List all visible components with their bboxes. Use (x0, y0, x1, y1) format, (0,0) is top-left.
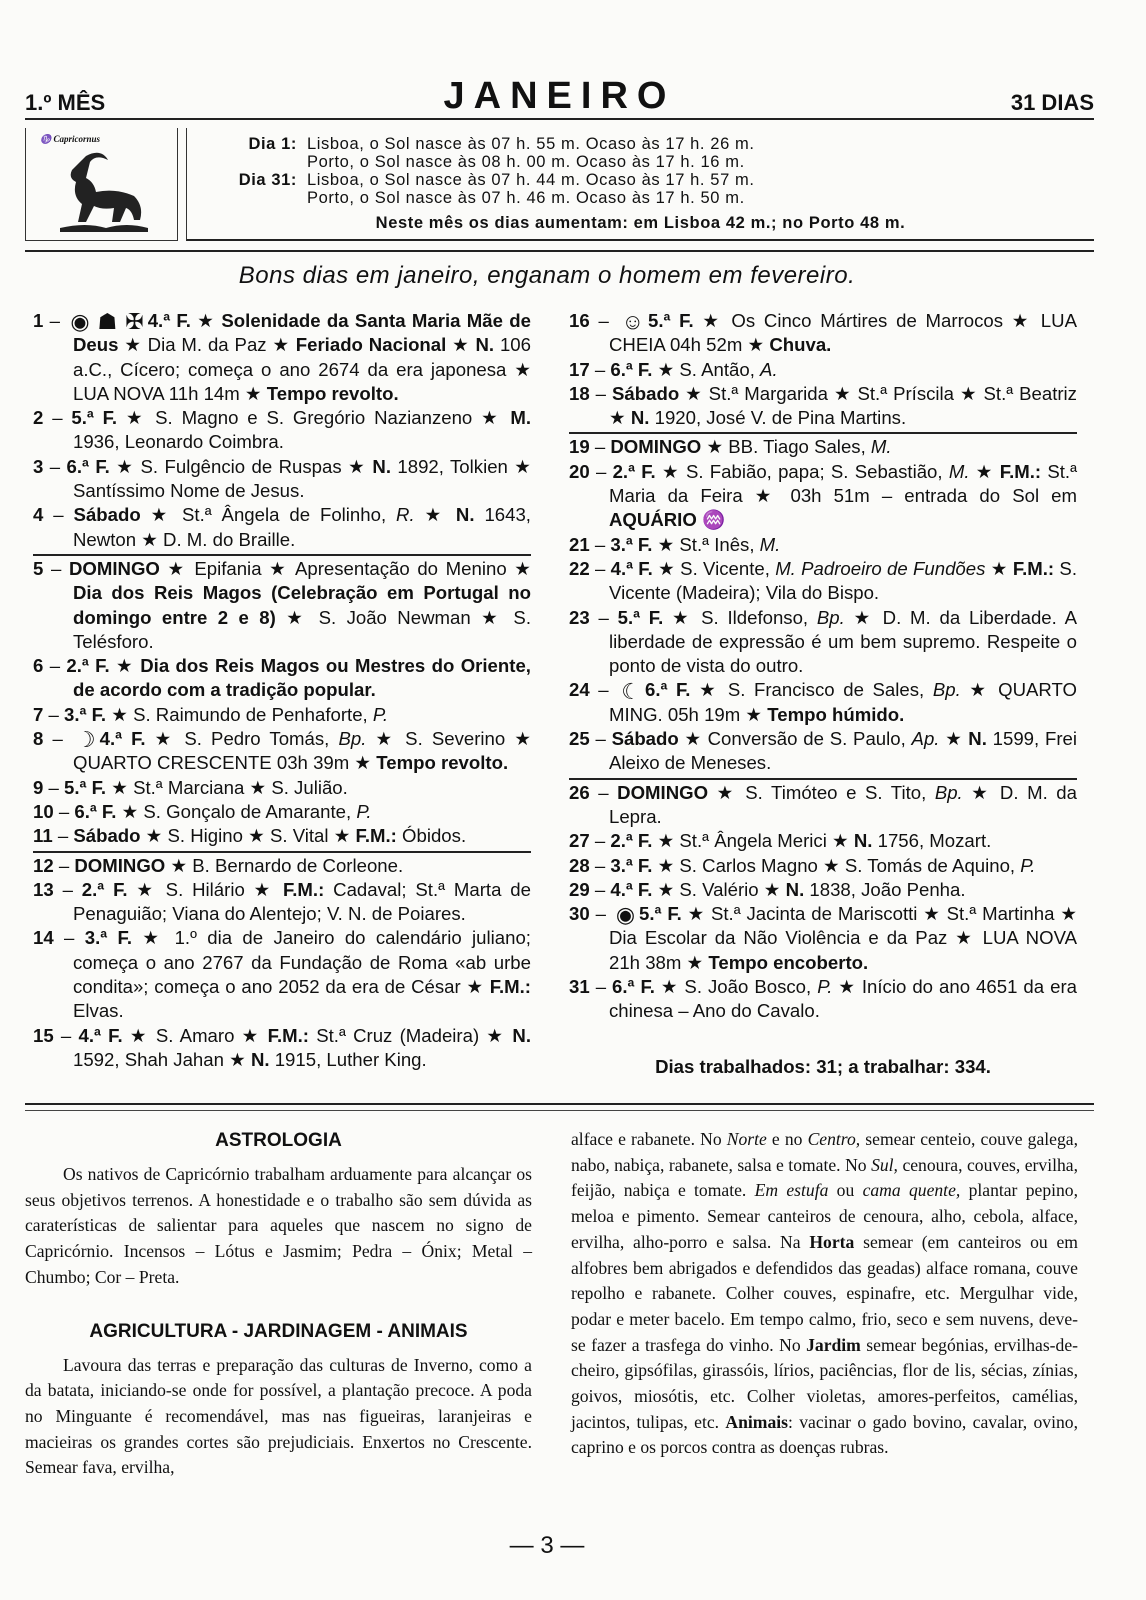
text-segment: ★ S. Hilário ★ (127, 878, 283, 900)
articles-column-right (571, 1127, 1078, 1461)
day-entry: 27 – 2.ª F. ★ St.ª Ângela Merici ★ N. 1756, Mozart. (569, 830, 992, 852)
text-segment: Dia dos Reis Magos (Celebração em Portugal no domingo entre 2 e 8) (73, 582, 531, 628)
text-segment: Lavoura das terras e preparação das culturas de Inverno, como a da batata, iniciando-se onde for possível, a plantação precoce. A poda no Minguante é recomendável, mas nas figueiras, laranjeiras e macieiras os grandes cortes são prejudiciais. Enxertos no Crescente. Semear fava, ervilha, (25, 1354, 532, 1478)
text-segment: N. (475, 334, 495, 356)
text-segment: F.M.: (267, 1024, 309, 1046)
text-segment: 2.ª F. (612, 460, 656, 482)
text-segment: ★ S. Antão, (652, 358, 761, 380)
day-entry: 14 – 3.ª F. ★ 1.º dia de Janeiro do calendário juliano; começa o ano 2767 da Fundação de Roma «ab urbe condita»; começa o ano 2052 da era de César ★ F.M.: Elvas. (33, 927, 531, 1022)
text-segment: N. (250, 1048, 270, 1070)
text-segment: Bp. (338, 728, 367, 750)
text-segment: F.M.: (355, 825, 397, 847)
divider (25, 1103, 1094, 1105)
text-segment: ★ (969, 460, 1000, 482)
text-segment: semear centeio, couve galega, nabo, nabiça, rabanete, salsa e tomate. No (571, 1129, 1078, 1175)
text-segment: Ap. (911, 728, 940, 750)
text-segment: Sábado (73, 504, 141, 526)
text-segment: ★ S. Raimundo de Penhaforte, (106, 703, 373, 725)
text-segment: ★ (939, 728, 969, 750)
text-segment: S. Vicente (Madeira); Vila do Bispo. (609, 557, 1077, 604)
text-segment: 4.ª F. (610, 557, 653, 579)
day-number: 10 (33, 800, 54, 822)
text-segment: ★ St.ª Margarida ★ St.ª Príscila ★ St.ª Beatriz ★ (609, 382, 1077, 429)
text-segment: ★ S. Severino ★ QUARTO CRESCENTE 03h 39m ★ (73, 728, 531, 774)
text-segment: 1892, Tolkien ★ Santíssimo Nome de Jesus. (73, 455, 531, 502)
text-segment: e no (766, 1129, 808, 1149)
text-segment: 106 a.C., Cícero; começa o ano 2674 da era japonesa ★ LUA NOVA 11h 14m ★ (73, 334, 531, 404)
text-segment: Cadaval; St.ª Marta de Penaguião; Viana do Alentejo; V. N. de Poiares. (73, 878, 531, 925)
month-days: 31 DIAS (1010, 90, 1094, 115)
text-segment: cama quente, (862, 1180, 961, 1201)
text-segment: ★ S. Higino ★ S. Vital ★ (140, 825, 356, 847)
day-entry: 22 – 4.ª F. ★ S. Vicente, M. Padroeiro de Fundões ★ F.M.: S. Vicente (Madeira); Vila do Bispo. (569, 557, 1077, 604)
day-entry: 19 – DOMINGO ★ BB. Tiago Sales, M. (569, 432, 1077, 459)
day-entry: 20 – 2.ª F. ★ S. Fabião, papa; S. Sebastião, M. ★ F.M.: St.ª Maria da Feira ★ 03h 51m – entrada do Sol em AQUÁRIO ♒ (569, 460, 1077, 531)
capricorn-illustration (25, 128, 178, 241)
day-number: 27 (569, 830, 590, 852)
text-segment: Elvas. (73, 1000, 124, 1022)
text-segment: ★ BB. Tiago Sales, (701, 436, 871, 458)
text-segment: 2.ª F. (66, 655, 110, 677)
day-number: 30 (569, 903, 590, 925)
goat-icon (56, 148, 151, 236)
text-segment: Sábado (612, 382, 680, 404)
text-segment: ★ S. Francisco de Sales, (690, 679, 933, 701)
day-number: 16 (569, 310, 590, 331)
astrology-heading: ASTROLOGIA (215, 1130, 342, 1151)
day-entry: 23 – 5.ª F. ★ S. Ildefonso, Bp. ★ D. M. da Liberdade. A liberdade de expressão é um bem supremo. Respeite o ponto de vista do outro. (569, 606, 1077, 677)
day-entry: 10 – 6.ª F. ★ S. Gonçalo de Amarante, P. (33, 800, 372, 822)
text-segment: N. (372, 455, 391, 477)
day-entry: 21 – 3.ª F. ★ St.ª Inês, M. (569, 533, 781, 555)
text-segment: ★ S. Fabião, papa; S. Sebastião, (655, 460, 949, 482)
day-number: 3 (33, 455, 44, 477)
text-segment: Sábado (611, 728, 679, 750)
text-segment: St.ª Cruz (Madeira) ★ (308, 1024, 513, 1046)
month-title: JANEIRO (443, 75, 676, 117)
text-segment: ★ 1.º dia de Janeiro do calendário juliano; começa o ano 2767 da Fundação de Roma «ab urbe condita»; começa o ano 2052 da era de César ★ (73, 927, 531, 998)
text-segment: ★ D. M. da Lepra. (609, 781, 1077, 827)
text-segment: P. (372, 703, 389, 725)
text-segment: ★ Início do ano 4651 da era chinesa – Ano do Cavalo. (609, 976, 1077, 1022)
divider (25, 1110, 1094, 1111)
text-segment: : vacinar o gado bovino, cavalar, ovino, caprino e os porcos contra as doenças rubras. (571, 1411, 1078, 1458)
text-segment: Jardim (806, 1334, 861, 1355)
text-segment: M. (759, 533, 781, 555)
day-number: 4 (33, 504, 44, 526)
day-number: 25 (569, 728, 590, 750)
text-segment: cenoura, couves, ervilha, feijão, nabiça e tomate. (571, 1154, 1078, 1201)
day-number: 11 (33, 825, 53, 847)
day-number: 26 (569, 781, 590, 803)
text-segment: ★ S. Pedro Tomás, (145, 728, 339, 750)
text-segment: Os nativos de Capricórnio trabalham arduamente para alcançar os seus objetivos terrenos. A honestidade e o trabalho são sem dúvida as caraterísticas de salientar para aqueles que nascem no signo de Capricórnio. Incensos – Lótus e Jasmim; Pedra – Ónix; Metal – Chumbo; Cor – Preta. (25, 1164, 532, 1287)
text-segment: 6.ª F. (66, 455, 110, 477)
text-segment: DOMINGO (68, 557, 160, 579)
day-entry: 1 – ◉ ☗ ✠ 4.ª F. ★ Solenidade da Santa Maria Mãe de Deus ★ Dia M. da Paz ★ Feriado Nacional ★ N. 106 a.C., Cícero; começa o ano 2674 da era japonesa ★ LUA NOVA 11h 14m ★ Tempo revolto. (33, 309, 531, 404)
text-segment: N. (630, 407, 650, 429)
day-number: 20 (569, 460, 590, 482)
day-number: 17 (569, 358, 590, 380)
day-number: 14 (33, 927, 54, 949)
text-segment: ★ S. Gonçalo de Amarante, (116, 800, 357, 822)
text-segment: 6.ª F. (74, 800, 117, 822)
text-segment: semear begónias, ervilhas-de-cheiro, gipsófilas, girassóis, lírios, paciências, flor de lis, sécias, zínias, goivos, miosótis, etc. Colher violetas, amores-perfeitos, camélias, jacintos, tulipas, etc. (571, 1334, 1078, 1432)
text-segment: 4.ª F. (78, 1024, 123, 1046)
text-segment: 5.ª F. (64, 776, 107, 798)
text-segment: ★ S. Carlos Magno ★ S. Tomás de Aquino, (652, 854, 1021, 876)
articles-column-left (25, 1128, 532, 1481)
text-segment: Sul, (871, 1154, 898, 1175)
text-segment: 5.ª F. (639, 903, 682, 925)
astrology-text (25, 1162, 532, 1291)
text-segment: F.M.: (999, 460, 1042, 482)
text-segment: 1643, Newton ★ D. M. do Braille. (73, 504, 531, 550)
text-segment: 1599, Frei Aleixo de Meneses. (609, 728, 1077, 774)
text-segment: N. (455, 504, 475, 526)
text-segment: ★ S. Timóteo e S. Tito, (708, 781, 935, 803)
text-segment: plantar pepino, meloa e pimento. Semear canteiros de cenoura, alho, cebola, alface, ervilha, alho-porro e salsa. Na (571, 1180, 1078, 1252)
text-segment: P. (356, 800, 372, 822)
text-segment: ★ (109, 655, 141, 677)
text-segment: ★ S. Fulgêncio de Ruspas ★ (109, 455, 373, 477)
day-entry: 15 – 4.ª F. ★ S. Amaro ★ F.M.: St.ª Cruz (Madeira) ★ N. 1592, Shah Jahan ★ N. 1915, Luther King. (33, 1024, 531, 1070)
proverb: Bons dias em janeiro, enganam o homem em fevereiro. (238, 262, 856, 289)
text-segment: P. (817, 976, 833, 998)
day-entry: 13 – 2.ª F. ★ S. Hilário ★ F.M.: Cadaval; St.ª Marta de Penaguião; Viana do Alentejo; V. N. de Poiares. (33, 878, 531, 925)
day-number: 6 (33, 655, 44, 677)
text-segment: ★ S. Amaro ★ (122, 1024, 268, 1046)
text-segment: ★ St.ª Ângela de Folinho, (140, 504, 397, 526)
text-segment: ★ S. Vicente, (652, 557, 776, 579)
text-segment: R. (396, 504, 415, 526)
day-number: 19 (569, 436, 590, 458)
text-segment: Óbidos. (396, 825, 467, 847)
text-segment: ★ St.ª Jacinta de Mariscotti ★ St.ª Martinha ★ Dia Escolar da Não Violência e da Paz ★ LUA NOVA 21h 38m ★ (609, 903, 1077, 973)
day-entry: 6 – 2.ª F. ★ Dia dos Reis Magos ou Mestres do Oriente, de acordo com a tradição popular. (33, 655, 531, 701)
text-segment: ★ St.ª Marciana ★ S. Julião. (106, 776, 348, 798)
text-segment: 1920, José V. de Pina Martins. (649, 407, 907, 429)
day-entry: 7 – 3.ª F. ★ S. Raimundo de Penhaforte, P. (33, 703, 389, 725)
day-entry: 25 – Sábado ★ Conversão de S. Paulo, Ap. ★ N. 1599, Frei Aleixo de Meneses. (569, 728, 1077, 774)
text-segment: ★ D. M. da Liberdade. A liberdade de expressão é um bem supremo. Respeite o ponto de vista do outro. (609, 606, 1077, 677)
day-number: 12 (33, 854, 54, 876)
text-segment: Dia dos Reis Magos ou Mestres do Oriente, de acordo com a tradição popular. (73, 655, 531, 701)
day-entry: 16 – ☺ 5.ª F. ★ Os Cinco Mártires de Marrocos ★ LUA CHEIA 04h 52m ★ Chuva. (569, 309, 1077, 356)
text-segment: M. (510, 407, 531, 429)
text-segment: Norte (726, 1129, 767, 1149)
capricorn-label: ♑ Capricornus (40, 134, 100, 144)
text-segment: M. Padroeiro de Fundões (775, 557, 986, 579)
agriculture-heading: AGRICULTURA - JARDINAGEM - ANIMAIS (89, 1320, 468, 1342)
text-segment: ★ (985, 557, 1013, 579)
text-segment: ou (828, 1180, 863, 1201)
text-segment: 3.ª F. (610, 533, 653, 555)
maltese-cross-icon: ✠ (125, 309, 144, 335)
text-segment: AQUÁRIO ♒ (609, 509, 726, 531)
text-segment: 5.ª F. (617, 606, 664, 628)
worked-days: Dias trabalhados: 31; a trabalhar: 334. (655, 1056, 991, 1077)
day-entry: 18 – Sábado ★ St.ª Margarida ★ St.ª Príscila ★ St.ª Beatriz ★ N. 1920, José V. de Pina Martins. (569, 382, 1077, 429)
text-segment: ★ Epifania ★ Apresentação do Menino ★ (159, 557, 531, 579)
full-moon-icon: ☺ (621, 309, 645, 335)
text-segment: ★ (190, 310, 222, 331)
text-segment: Tempo revolto. (376, 752, 509, 774)
text-segment: 4.ª F. (99, 728, 146, 750)
text-segment: 5.ª F. (648, 310, 694, 331)
text-segment: ★ St.ª Ângela Merici ★ (652, 830, 854, 852)
day-number: 5 (33, 557, 44, 579)
day-number: 18 (569, 382, 590, 404)
text-segment: ★ Dia M. da Paz ★ (118, 334, 296, 356)
text-segment: Bp. (934, 781, 963, 803)
text-segment: N. (853, 830, 873, 852)
text-segment: ★ B. Bernardo de Corleone. (165, 854, 404, 876)
text-segment: 3.ª F. (64, 703, 107, 725)
day-entry: 30 – ◉ 5.ª F. ★ St.ª Jacinta de Mariscotti ★ St.ª Martinha ★ Dia Escolar da Não Violência e da Paz ★ LUA NOVA 21h 38m ★ Tempo encoberto. (569, 902, 1077, 973)
day-number: 15 (33, 1024, 54, 1046)
day-number: 1 (33, 310, 44, 331)
text-segment: Tempo revolto. (266, 382, 399, 404)
day-entry: 24 – ☾ 6.ª F. ★ S. Francisco de Sales, Bp. ★ QUARTO MING. 05h 19m ★ Tempo húmido. (569, 678, 1077, 725)
text-segment: F.M.: (489, 976, 531, 998)
text-segment: Bp. (932, 679, 961, 701)
text-segment: ★ St.ª Inês, (652, 533, 760, 555)
day-entry: 31 – 6.ª F. ★ S. João Bosco, P. ★ Início do ano 4651 da era chinesa – Ano do Cavalo. (569, 976, 1077, 1022)
text-segment: DOMINGO (74, 854, 166, 876)
new-moon-icon: ◉ (70, 309, 90, 335)
text-segment: N. (785, 878, 805, 900)
text-segment: 4.ª F. (610, 878, 653, 900)
text-segment: 3.ª F. (610, 854, 653, 876)
text-segment: 1756, Mozart. (872, 830, 992, 852)
day-entry: 3 – 6.ª F. ★ S. Fulgêncio de Ruspas ★ N. 1892, Tolkien ★ Santíssimo Nome de Jesus. (33, 455, 531, 502)
text-segment: Animais (725, 1411, 788, 1432)
agriculture-text-continued (571, 1127, 1078, 1461)
text-segment: ★ Os Cinco Mártires de Marrocos ★ LUA CHEIA 04h 52m ★ (609, 310, 1077, 356)
text-segment: ★ Conversão de S. Paulo, (678, 728, 912, 750)
text-segment: N. (968, 728, 987, 750)
day-number: 23 (569, 606, 590, 628)
text-segment: 1838, João Penha. (804, 878, 966, 900)
first-quarter-moon-icon: ☽ (75, 727, 96, 753)
text-segment: 1936, Leonardo Coimbra. (73, 431, 284, 453)
month-number: 1.º MÊS (25, 90, 106, 115)
text-segment: ★ QUARTO MING. 05h 19m ★ (609, 679, 1077, 725)
day-entry: 4 – Sábado ★ St.ª Ângela de Folinho, R. ★ N. 1643, Newton ★ D. M. do Braille. (33, 504, 531, 550)
text-segment: ★ S. Magno e S. Gregório Nazianzeno ★ (117, 407, 511, 429)
text-segment: 1915, Luther King. (269, 1048, 427, 1070)
text-segment: 6.ª F. (610, 358, 653, 380)
day-length-note: Neste mês os dias aumentam: em Lisboa 42 m.; no Porto 48 m. (375, 214, 906, 232)
day-number: 2 (33, 407, 44, 429)
bell-icon: ☗ (97, 309, 118, 335)
text-segment: Em estufa (754, 1180, 829, 1201)
day-entry: 9 – 5.ª F. ★ St.ª Marciana ★ S. Julião. (33, 776, 348, 798)
day-entry: 8 – ☽ 4.ª F. ★ S. Pedro Tomás, Bp. ★ S. Severino ★ QUARTO CRESCENTE 03h 39m ★ Tempo revolto. (33, 727, 531, 774)
day-entry: 2 – 5.ª F. ★ S. Magno e S. Gregório Nazianzeno ★ M. 1936, Leonardo Coimbra. (33, 407, 531, 453)
text-segment: ★ S. Valério ★ (652, 878, 786, 900)
text-segment: 6.ª F. (612, 976, 655, 998)
text-segment: ★ S. Ildefonso, (663, 606, 817, 628)
text-segment: M. (948, 460, 970, 482)
text-segment: DOMINGO (610, 436, 702, 458)
day-number: 9 (33, 776, 44, 798)
text-segment: 2.ª F. (81, 878, 128, 900)
day-number: 31 (569, 976, 590, 998)
day-number: 28 (569, 854, 590, 876)
text-segment: 3.ª F. (84, 927, 132, 949)
day-number: 8 (33, 728, 44, 750)
text-segment: 5.ª F. (71, 407, 118, 429)
page-header (25, 75, 1094, 117)
sunrise-sunset-box: Dia 1: Lisboa, o Sol nasce às 07 h. 55 m. Ocaso às 17 h. 26 m. Porto, o Sol nasce às 08 h. 00 m. Ocaso às 17 h. 16 m. Dia 31: Lisboa, o Sol nasce às 07 h. 44 m. Ocaso às 17 h. 57 m. Porto, o Sol nasce às 07 h. 46 m. Ocaso às 17 h. 50 m. Neste mês os dias aumentam: em Lisboa 42 m.; no Porto 48 m. (186, 128, 1094, 241)
text-segment: Sábado (73, 825, 141, 847)
text-segment: M. (870, 436, 892, 458)
text-segment: Tempo encoberto. (708, 951, 869, 973)
text-segment: Horta (809, 1231, 855, 1252)
day-number: 13 (33, 878, 54, 900)
text-segment: DOMINGO (617, 781, 709, 803)
day-entry: 28 – 3.ª F. ★ S. Carlos Magno ★ S. Tomás de Aquino, P. (569, 854, 1036, 876)
text-segment: Bp. (816, 606, 845, 628)
text-segment: F.M.: (282, 878, 325, 900)
text-segment: 1592, Shah Jahan ★ (73, 1048, 251, 1070)
page-number: — 3 — (509, 1532, 585, 1559)
text-segment: Tempo húmido. (767, 703, 905, 725)
text-segment: A. (760, 358, 778, 380)
day-entry: 26 – DOMINGO ★ S. Timóteo e S. Tito, Bp. ★ D. M. da Lepra. (569, 778, 1077, 830)
agriculture-text (25, 1353, 532, 1482)
day-entry: 29 – 4.ª F. ★ S. Valério ★ N. 1838, João Penha. (569, 878, 966, 900)
divider (25, 250, 1094, 252)
text-segment: Chuva. (769, 334, 832, 356)
text-segment: Feriado Nacional (295, 334, 447, 356)
text-segment: ★ S. João Bosco, (654, 976, 818, 998)
day-number: 29 (569, 878, 590, 900)
text-segment: 4.ª F. (147, 310, 191, 331)
text-segment: St.ª Maria da Feira ★ 03h 51m – entrada do Sol em (609, 460, 1077, 507)
text-segment: 2.ª F. (610, 830, 653, 852)
text-segment: Centro, (807, 1129, 861, 1149)
calendar-column-left (33, 309, 531, 1072)
divider (25, 118, 1094, 120)
text-segment: alface e rabanete. No (571, 1129, 727, 1149)
text-segment: semear (em canteiros ou em alfobres bem abrigados e defendidos das geadas) alface romana, couve repolho e rabanete. Colher couves, espinafre, etc. Mergulhar vide, podar e meter bacelo. Em tempo calmo, frio, seco e sem nuvens, deve-se fazer a trasfega do vinho. No (571, 1231, 1078, 1355)
text-segment: F.M.: (1012, 557, 1055, 579)
day-number: 21 (569, 533, 590, 555)
text-segment: 6.ª F. (645, 679, 691, 701)
day-entry: 5 – DOMINGO ★ Epifania ★ Apresentação do Menino ★ Dia dos Reis Magos (Celebração em Portugal no domingo entre 2 e 8) ★ S. João Newman ★ S. Telésforo. (33, 554, 531, 654)
text-segment: N. (512, 1024, 531, 1046)
day-number: 24 (569, 679, 590, 701)
day-entry: 17 – 6.ª F. ★ S. Antão, A. (569, 358, 778, 380)
new-moon-icon: ◉ (615, 902, 636, 928)
day-number: 22 (569, 557, 590, 579)
text-segment: ★ (446, 334, 476, 356)
text-segment: Solenidade da Santa Maria Mãe de Deus (73, 310, 531, 356)
text-segment: ★ S. João Newman ★ S. Telésforo. (73, 606, 531, 652)
calendar-column-right (569, 309, 1077, 1024)
day-entry: 11 – Sábado ★ S. Higino ★ S. Vital ★ F.M.: Óbidos. (33, 825, 467, 847)
text-segment: P. (1020, 854, 1036, 876)
last-quarter-moon-icon: ☾ (621, 678, 641, 704)
day-number: 7 (33, 703, 44, 725)
day-entry: 12 – DOMINGO ★ B. Bernardo de Corleone. (33, 851, 531, 878)
text-segment: ★ (414, 504, 456, 526)
